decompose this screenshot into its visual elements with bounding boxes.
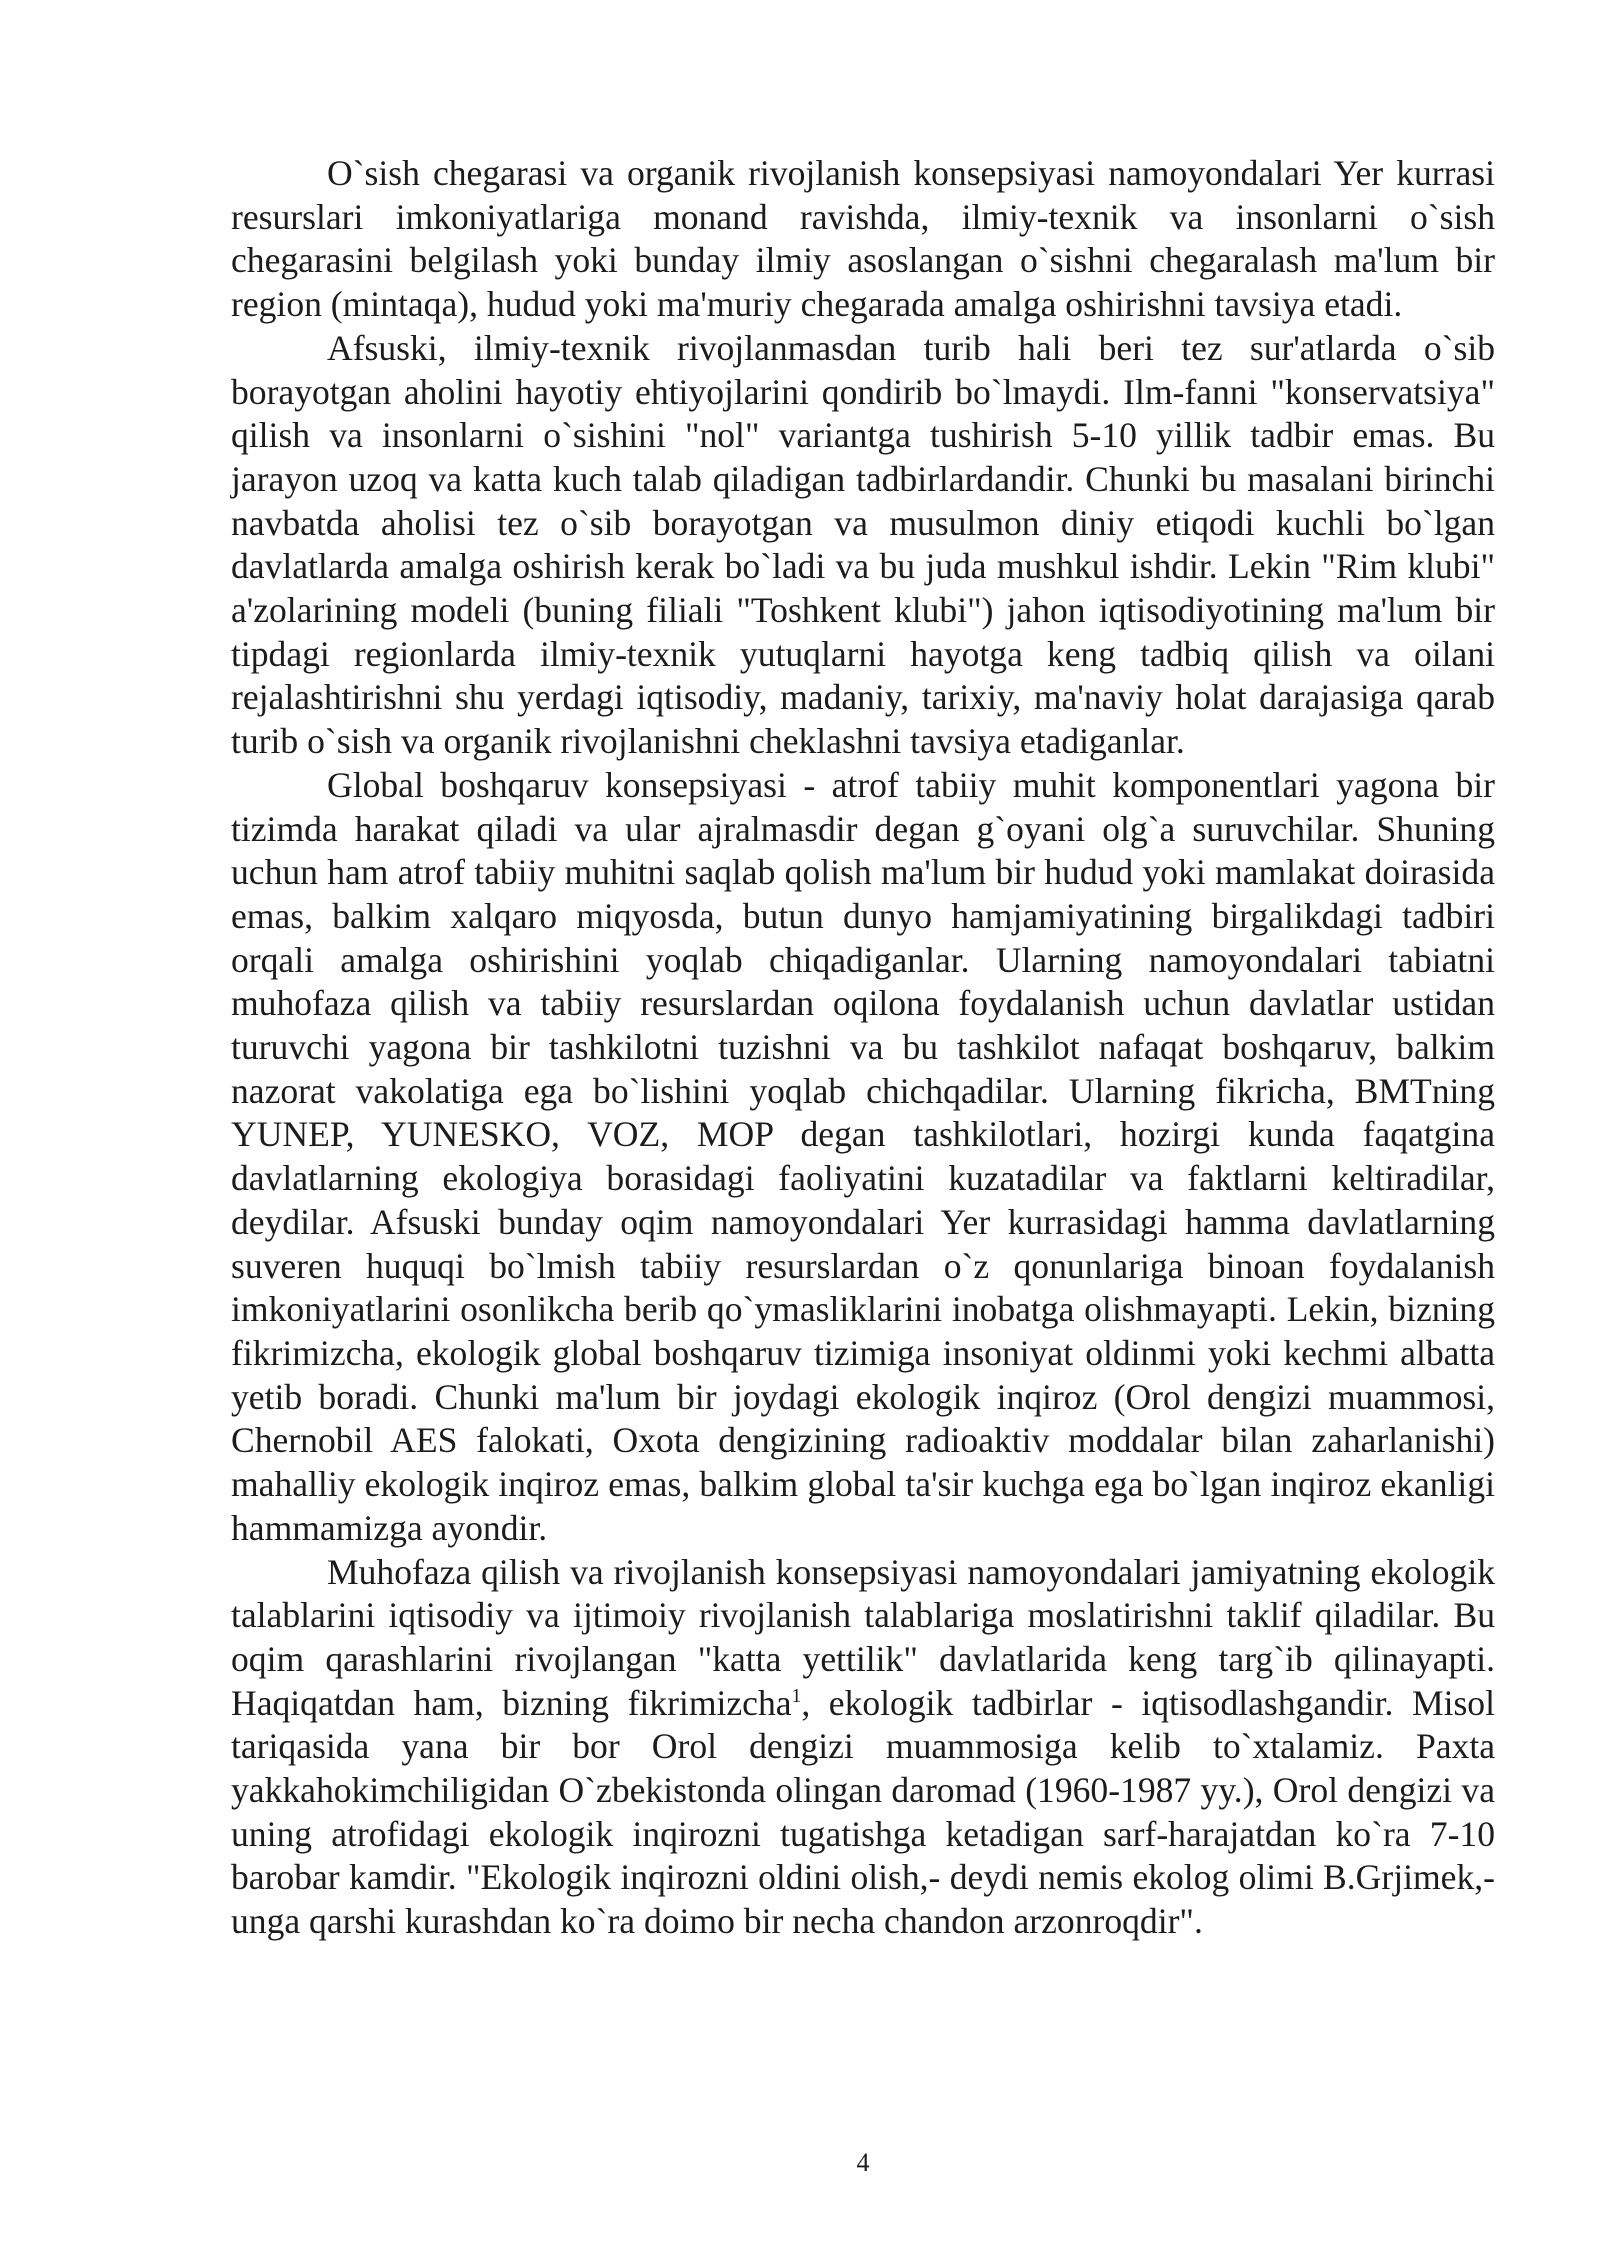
body-text xyxy=(231,152,1495,1944)
paragraph-protection-and-development xyxy=(231,1551,1495,1944)
paragraph-global-governance: Global boshqaruv konsepsiyasi - atrof tabiiy muhit komponentlari yagona bir tizimda harakat qiladi va ular ajralmasdir degan g`oyani olg`a suruvchilar. Shuning uchun ham atrof tabiiy muhitni saqlab qolish ma'lum bir hudud yoki mamlakat doirasida emas, balkim xalqaro miqyosda, butun dunyo hamjamiyatining birgalikdagi tadbiri orqali amalga oshirishini yoqlab chiqadiganlar. Ularning namoyondalari tabiatni muhofaza qilish va tabiiy resurslardan oqilona foydalanish uchun davlatlar ustidan turuvchi yagona bir tashkilotni tuzishni va bu tashkilot nafaqat boshqaruv, balkim nazorat vakolatiga ega bo`lishini yoqlab chichqadilar. Ularning fikricha, BMTning YUNEP, YUNESKO, VOZ, MOP degan tashkilotlari, hozirgi kunda faqatgina davlatlarning ekologiya borasidagi faoliyatini kuzatadilar va faktlarni keltiradilar, deydilar. Afsuski bunday oqim namoyondalari Yer kurrasidagi hamma davlatlarning suveren huquqi bo`lmish tabiiy resurslardan o`z qonunlariga binoan foydalanish imkoniyatlarini osonlikcha berib qo`ymasliklarini inobatga olishmayapti. Lekin, bizning fikrimizcha, ekologik global boshqaruv tizimiga insoniyat oldinmi yoki kechmi albatta yetib boradi. Chunki ma'lum bir joydagi ekologik inqiroz (Orol dengizi muammosi, Chernobil AES falokati, Oxota dengizining radioaktiv moddalar bilan zaharlanishi) mahalliy ekologik inqiroz emas, balkim global ta'sir kuchga ega bo`lgan inqiroz ekanligi hammamizga ayondir. xyxy=(231,764,1495,1548)
paragraph-text-after-footnote: , ekologik tadbirlar - iqtisodlashgandir. Misol tariqasida yana bir bor Orol dengizi muammosiga kelib to`xtalamiz. Paxta yakkahokimchiligidan O`zbekistonda olingan daromad (1960-1987 yy.), Orol dengizi va uning atrofidagi ekologik inqirozni tugatishga ketadigan sarf-harajatdan ko`ra 7-10 barobar kamdir. "Ekologik inqirozni oldini olish,- deydi nemis ekolog olimi B.Grjimek,- unga qarshi kurashdan ko`ra doimo bir necha chandon arzonroqdir". xyxy=(231,1682,1495,1942)
paragraph-growth-limits: O`sish chegarasi va organik rivojlanish konsepsiyasi namoyondalari Yer kurrasi resurslari imkoniyatlariga monand ravishda, ilmiy-texnik va insonlarni o`sish chegarasini belgilash yoki bunday ilmiy asoslangan o`sishni chegaralash ma'lum bir region (mintaqa), hudud yoki ma'muriy chegarada amalga oshirishni tavsiya etadi. xyxy=(231,153,1495,325)
page-number: 4 xyxy=(856,2148,870,2177)
footnote-reference[interactable]: 1 xyxy=(791,1685,802,1707)
paragraph-scientific-development: Afsuski, ilmiy-texnik rivojlanmasdan turib hali beri tez sur'atlarda o`sib borayotgan aholini hayotiy ehtiyojlarini qondirib bo`lmaydi. Ilm-fanni "konservatsiya" qilish va insonlarni o`sishini "nol" variantga tushirish 5-10 yillik tadbir emas. Bu jarayon uzoq va katta kuch talab qiladigan tadbirlardandir. Chunki bu masalani birinchi navbatda aholisi tez o`sib borayotgan va musulmon diniy etiqodi kuchli bo`lgan davlatlarda amalga oshirish kerak bo`ladi va bu juda mushkul ishdir. Lekin "Rim klubi" a'zolarining modeli (buning filiali "Toshkent klubi") jahon iqtisodiyotining ma'lum bir tipdagi regionlarda ilmiy-texnik yutuqlarni hayotga keng tadbiq qilish va oilani rejalashtirishni shu yerdagi iqtisodiy, madaniy, tarixiy, ma'naviy holat darajasiga qarab turib o`sish va organik rivojlanishni cheklashni tavsiya etadiganlar. xyxy=(231,327,1495,762)
paragraph-text-before-footnote: Muhofaza qilish va rivojlanish konsepsiyasi namoyondalari jamiyatning ekologik talablarini iqtisodiy va ijtimoiy rivojlanish talablariga moslatirishni taklif qiladilar. Bu oqim qarashlarini rivojlangan "katta yettilik" davlatlarida keng targ`ib qilinayapti. Haqiqatdan ham, bizning fikrimizcha xyxy=(231,1551,1495,1723)
